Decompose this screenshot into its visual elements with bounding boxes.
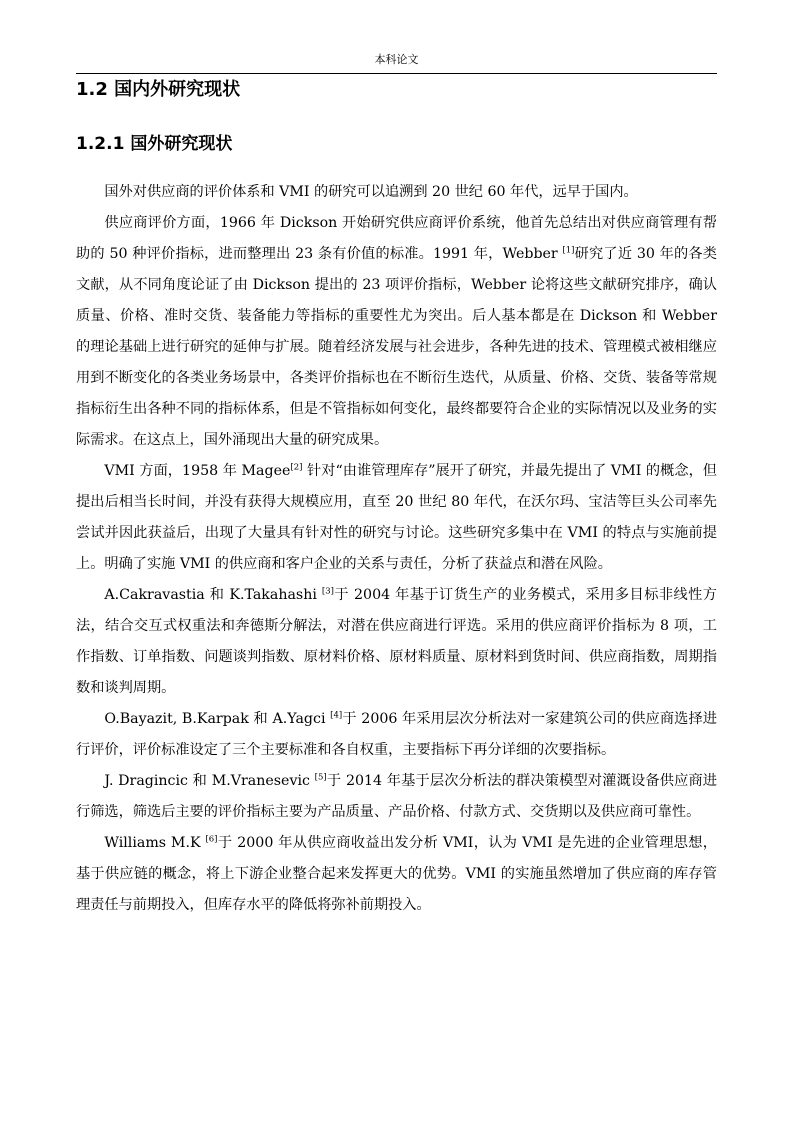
citation-ref: [5]	[314, 772, 327, 783]
citation-ref: [4]	[330, 710, 343, 721]
paragraph-3	[76, 456, 717, 580]
paragraph-4	[76, 580, 717, 704]
paragraph-text: Williams M.K	[104, 835, 206, 851]
paragraph-text: 于 2014 年基于层次分析法的群决策模型对灌溉设备供应商进行筛选，筛选后主要的评价指标主要为产品质量、产品价格、付款方式、交货期以及供应商可靠性。	[76, 773, 717, 820]
paragraph-7	[76, 828, 717, 921]
paragraph-text: A.Cakravastia 和 K.Takahashi	[104, 587, 322, 603]
subsection-heading: 1.2.1 国外研究现状	[76, 134, 233, 154]
paragraph-text: 针对“由谁管理库存”展开了研究，并最先提出了 VMI 的概念，但提出后相当长时间，并没有获得大规模应用，直至 20 世纪 80 年代，在沃尔玛、宝洁等巨头公司率先尝试并因此获益后，出现了大量具有针对性的研究与讨论。这些研究多集中在 VMI 的特点与实施前提上。明确了实施 VMI 的供应商和客户企业的关系与责任，分析了获益点和潜在风险。	[76, 463, 717, 572]
paragraph-6	[76, 766, 717, 828]
page-header: 本科论文	[374, 53, 419, 66]
paragraph-text: 研究了近 30 年的各类文献，从不同角度论证了由 Dickson 提出的 23 项评价指标，Webber 论将这些文献研究排序，确认质量、价格、准时交货、装备能力等指标的重要性尤为突出。后人基本都是在 Dickson 和 Webber 的理论基础上进行研究的延伸与扩展。随着经济发展与社会进步，各种先进的技术、管理模式被相继应用到不断变化的各类业务场景中，各类评价指标也在不断衍生迭代，从质量、价格、交货、装备等常规指标衍生出各种不同的指标体系，但是不管指标如何变化，最终都要符合企业的实际情况以及业务的实际需求。在这点上，国外涌现出大量的研究成果。	[76, 246, 717, 448]
paragraph-text: 于 2000 年从供应商收益出发分析 VMI，认为 VMI 是先进的企业管理思想，基于供应链的概念，将上下游企业整合起来发挥更大的优势。VMI 的实施虽然增加了供应商的库存管理责任与前期投入，但库存水平的降低将弥补前期投入。	[76, 835, 717, 913]
paragraph-1: 国外对供应商的评价体系和 VMI 的研究可以追溯到 20 世纪 60 年代，远早于国内。	[104, 184, 638, 200]
paragraph-5	[76, 704, 717, 766]
paragraph-2	[76, 208, 717, 456]
body-text	[76, 177, 717, 921]
citation-ref: [1]	[562, 245, 575, 256]
paragraph-text: 于 2006 年采用层次分析法对一家建筑公司的供应商选择进行评价，评价标准设定了三个主要标准和各自权重，主要指标下再分详细的次要指标。	[76, 711, 717, 758]
paragraph-text: 供应商评价方面，1966 年 Dickson 开始研究供应商评价系统，他首先总结出对供应商管理有帮助的 50 种评价指标，进而整理出 23 条有价值的标准。1991 年，Webber	[76, 215, 717, 262]
citation-ref: [3]	[321, 586, 334, 597]
citation-ref: [2]	[290, 462, 303, 473]
paragraph-text: 于 2004 年基于订货生产的业务模式，采用多目标非线性方法，结合交互式权重法和奔德斯分解法，对潜在供应商进行评选。采用的供应商评价指标为 8 项，工作指数、订单指数、问题谈判指数、原材料价格、原材料质量、原材料到货时间、供应商指数，周期指数和谈判周期。	[76, 587, 717, 696]
paragraph-text: O.Bayazit, B.Karpak 和 A.Yagci	[104, 711, 331, 727]
section-heading: 1.2 国内外研究现状	[76, 79, 241, 100]
paragraph-text: J. Dragincic 和 M.Vranesevic	[104, 773, 315, 789]
paragraph-text: VMI 方面，1958 年 Magee	[104, 463, 291, 479]
header-rule	[76, 73, 717, 74]
citation-ref: [6]	[205, 834, 218, 845]
